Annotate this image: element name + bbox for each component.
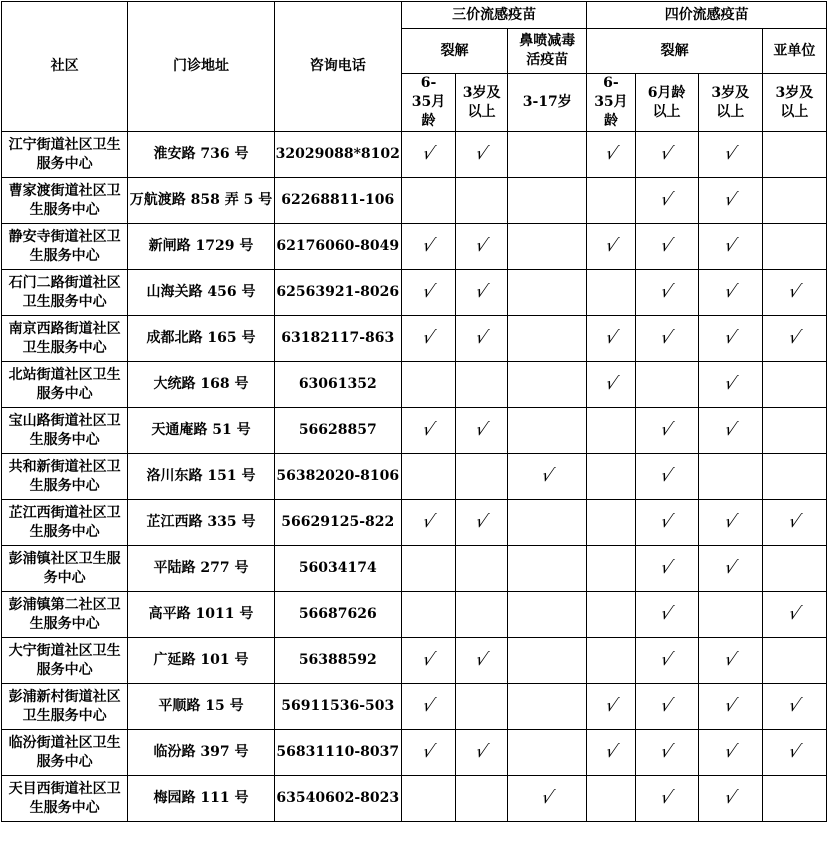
table-row	[2, 270, 827, 316]
table-row	[2, 500, 827, 546]
availability-cell	[635, 684, 698, 730]
availability-cell	[698, 684, 762, 730]
address-cell: 广延路 101 号	[128, 638, 274, 684]
availability-cell	[635, 132, 698, 178]
table-row	[2, 684, 827, 730]
check-mark-icon: √	[473, 649, 491, 670]
phone-cell: 56629125-822	[274, 500, 401, 546]
address-cell: 大统路 168 号	[128, 362, 274, 408]
availability-cell	[401, 546, 455, 592]
availability-cell	[587, 316, 635, 362]
check-mark-icon: √	[419, 235, 438, 256]
community-cell: 共和新街道社区卫生服务中心	[2, 454, 128, 500]
age-tri-3up	[456, 74, 508, 132]
availability-cell	[401, 362, 455, 408]
age-tri-6-35-text: 6-35月龄	[411, 75, 446, 129]
availability-cell	[698, 132, 762, 178]
check-mark-icon: √	[473, 281, 491, 302]
check-mark-icon: √	[721, 235, 740, 256]
age-sub-3up	[762, 74, 826, 132]
availability-cell	[508, 362, 587, 408]
header-phone: 咨询电话	[274, 2, 401, 132]
community-cell: 大宁街道社区卫生服务中心	[2, 638, 128, 684]
community-cell: 彭浦镇第二社区卫生服务中心	[2, 592, 128, 638]
availability-cell	[635, 730, 698, 776]
availability-cell	[698, 776, 762, 822]
availability-cell	[401, 776, 455, 822]
availability-cell	[401, 270, 455, 316]
header-address: 门诊地址	[128, 2, 274, 132]
community-cell: 临汾街道社区卫生服务中心	[2, 730, 128, 776]
check-mark-icon: √	[721, 143, 740, 164]
check-mark-icon: √	[602, 373, 620, 394]
table-row	[2, 638, 827, 684]
check-mark-icon: √	[658, 695, 676, 716]
header-split-quadrivalent: 裂解	[587, 29, 762, 74]
check-mark-icon: √	[602, 741, 620, 762]
availability-cell	[762, 500, 826, 546]
availability-cell	[401, 684, 455, 730]
address-cell: 平顺路 15 号	[128, 684, 274, 730]
availability-cell	[508, 592, 587, 638]
community-cell: 彭浦镇社区卫生服务中心	[2, 546, 128, 592]
check-mark-icon: √	[658, 741, 676, 762]
availability-cell	[762, 638, 826, 684]
check-mark-icon: √	[785, 281, 804, 302]
availability-cell	[762, 592, 826, 638]
age-nasal-3-17: 3-17岁	[508, 74, 587, 132]
availability-cell	[762, 776, 826, 822]
age-sub-3up-text: 3岁及以上	[775, 84, 814, 120]
availability-cell	[635, 224, 698, 270]
availability-cell	[762, 224, 826, 270]
availability-cell	[698, 638, 762, 684]
phone-cell: 56911536-503	[274, 684, 401, 730]
availability-cell	[456, 546, 508, 592]
availability-cell	[698, 178, 762, 224]
community-cell: 北站街道社区卫生服务中心	[2, 362, 128, 408]
availability-cell	[456, 730, 508, 776]
check-mark-icon: √	[538, 787, 557, 808]
table-row	[2, 730, 827, 776]
check-mark-icon: √	[419, 143, 438, 164]
check-mark-icon: √	[419, 327, 438, 348]
check-mark-icon: √	[473, 511, 491, 532]
check-mark-icon: √	[658, 235, 676, 256]
check-mark-icon: √	[721, 327, 740, 348]
community-cell: 南京西路街道社区卫生服务中心	[2, 316, 128, 362]
availability-cell	[635, 454, 698, 500]
phone-cell: 62176060-8049	[274, 224, 401, 270]
phone-cell: 56382020-8106	[274, 454, 401, 500]
availability-cell	[401, 132, 455, 178]
age-tri-3up-text: 3岁及以上	[462, 84, 501, 120]
community-cell: 宝山路街道社区卫生服务中心	[2, 408, 128, 454]
table-row	[2, 178, 827, 224]
check-mark-icon: √	[658, 511, 676, 532]
availability-cell	[698, 316, 762, 362]
check-mark-icon: √	[721, 695, 740, 716]
age-quad-6-35-text: 6-35月龄	[594, 75, 628, 129]
availability-cell	[762, 730, 826, 776]
community-cell: 芷江西街道社区卫生服务中心	[2, 500, 128, 546]
availability-cell	[401, 638, 455, 684]
availability-cell	[508, 454, 587, 500]
phone-cell: 62268811-106	[274, 178, 401, 224]
availability-cell	[456, 684, 508, 730]
check-mark-icon: √	[602, 695, 620, 716]
community-cell: 江宁街道社区卫生服务中心	[2, 132, 128, 178]
age-quad-3up-text: 3岁及以上	[711, 84, 750, 120]
table-row	[2, 316, 827, 362]
check-mark-icon: √	[721, 787, 740, 808]
availability-cell	[762, 684, 826, 730]
check-mark-icon: √	[658, 603, 676, 624]
header-nasal-live-text: 鼻喷减毒活疫苗	[519, 33, 576, 68]
table-row	[2, 546, 827, 592]
availability-cell	[635, 546, 698, 592]
table-row	[2, 408, 827, 454]
check-mark-icon: √	[721, 649, 740, 670]
check-mark-icon: √	[721, 511, 740, 532]
availability-cell	[587, 224, 635, 270]
address-cell: 临汾路 397 号	[128, 730, 274, 776]
address-cell: 洛川东路 151 号	[128, 454, 274, 500]
address-cell: 淮安路 736 号	[128, 132, 274, 178]
availability-cell	[587, 638, 635, 684]
check-mark-icon: √	[721, 419, 740, 440]
check-mark-icon: √	[721, 281, 740, 302]
availability-cell	[456, 638, 508, 684]
availability-cell	[762, 454, 826, 500]
check-mark-icon: √	[419, 511, 438, 532]
vaccine-clinic-table	[1, 1, 827, 822]
check-mark-icon: √	[785, 603, 804, 624]
availability-cell	[587, 500, 635, 546]
availability-cell	[635, 362, 698, 408]
availability-cell	[456, 454, 508, 500]
availability-cell	[698, 546, 762, 592]
availability-cell	[508, 730, 587, 776]
availability-cell	[762, 408, 826, 454]
availability-cell	[762, 362, 826, 408]
availability-cell	[587, 270, 635, 316]
availability-cell	[698, 362, 762, 408]
table-row	[2, 132, 827, 178]
availability-cell	[401, 592, 455, 638]
phone-cell: 63061352	[274, 362, 401, 408]
check-mark-icon: √	[419, 419, 438, 440]
phone-cell: 63182117-863	[274, 316, 401, 362]
availability-cell	[635, 178, 698, 224]
age-tri-6-35	[401, 74, 455, 132]
check-mark-icon: √	[658, 189, 676, 210]
check-mark-icon: √	[658, 465, 676, 486]
community-cell: 天目西街道社区卫生服务中心	[2, 776, 128, 822]
check-mark-icon: √	[721, 557, 740, 578]
check-mark-icon: √	[658, 327, 676, 348]
check-mark-icon: √	[473, 741, 491, 762]
availability-cell	[635, 638, 698, 684]
table-row	[2, 362, 827, 408]
phone-cell: 56034174	[274, 546, 401, 592]
address-cell: 高平路 1011 号	[128, 592, 274, 638]
availability-cell	[587, 684, 635, 730]
check-mark-icon: √	[602, 327, 620, 348]
availability-cell	[762, 316, 826, 362]
check-mark-icon: √	[785, 511, 804, 532]
address-cell: 山海关路 456 号	[128, 270, 274, 316]
check-mark-icon: √	[419, 741, 438, 762]
availability-cell	[456, 592, 508, 638]
availability-cell	[698, 270, 762, 316]
availability-cell	[698, 224, 762, 270]
availability-cell	[456, 362, 508, 408]
check-mark-icon: √	[602, 235, 620, 256]
availability-cell	[508, 500, 587, 546]
availability-cell	[401, 454, 455, 500]
availability-cell	[456, 776, 508, 822]
age-quad-6m-text: 6月龄以上	[647, 84, 686, 120]
table-body	[2, 132, 827, 822]
availability-cell	[508, 776, 587, 822]
availability-cell	[401, 178, 455, 224]
availability-cell	[456, 408, 508, 454]
check-mark-icon: √	[473, 143, 491, 164]
availability-cell	[587, 730, 635, 776]
availability-cell	[508, 270, 587, 316]
phone-cell: 32029088*8102	[274, 132, 401, 178]
table-row	[2, 776, 827, 822]
availability-cell	[587, 408, 635, 454]
availability-cell	[587, 546, 635, 592]
availability-cell	[456, 316, 508, 362]
table-row	[2, 592, 827, 638]
availability-cell	[401, 730, 455, 776]
check-mark-icon: √	[785, 695, 804, 716]
check-mark-icon: √	[658, 419, 676, 440]
availability-cell	[698, 730, 762, 776]
availability-cell	[508, 408, 587, 454]
community-cell: 静安寺街道社区卫生服务中心	[2, 224, 128, 270]
address-cell: 天通庵路 51 号	[128, 408, 274, 454]
check-mark-icon: √	[658, 557, 676, 578]
availability-cell	[508, 178, 587, 224]
availability-cell	[698, 500, 762, 546]
availability-cell	[587, 454, 635, 500]
availability-cell	[456, 132, 508, 178]
check-mark-icon: √	[658, 787, 676, 808]
check-mark-icon: √	[721, 741, 740, 762]
availability-cell	[456, 500, 508, 546]
header-community: 社区	[2, 2, 128, 132]
header-nasal-live	[508, 29, 587, 74]
availability-cell	[635, 408, 698, 454]
availability-cell	[762, 132, 826, 178]
availability-cell	[508, 132, 587, 178]
check-mark-icon: √	[538, 465, 557, 486]
header-quadrivalent: 四价流感疫苗	[587, 2, 827, 29]
availability-cell	[508, 316, 587, 362]
community-cell: 彭浦新村街道社区卫生服务中心	[2, 684, 128, 730]
availability-cell	[635, 592, 698, 638]
phone-cell: 56628857	[274, 408, 401, 454]
phone-cell: 56831110-8037	[274, 730, 401, 776]
phone-cell: 62563921-8026	[274, 270, 401, 316]
table-row	[2, 224, 827, 270]
availability-cell	[635, 776, 698, 822]
availability-cell	[698, 454, 762, 500]
availability-cell	[587, 178, 635, 224]
availability-cell	[762, 178, 826, 224]
availability-cell	[587, 592, 635, 638]
check-mark-icon: √	[419, 649, 438, 670]
availability-cell	[456, 224, 508, 270]
table-row	[2, 454, 827, 500]
address-cell: 梅园路 111 号	[128, 776, 274, 822]
address-cell: 芷江西路 335 号	[128, 500, 274, 546]
age-quad-6-35	[587, 74, 635, 132]
check-mark-icon: √	[473, 327, 491, 348]
address-cell: 成都北路 165 号	[128, 316, 274, 362]
check-mark-icon: √	[473, 235, 491, 256]
check-mark-icon: √	[785, 327, 804, 348]
availability-cell	[401, 500, 455, 546]
availability-cell	[587, 362, 635, 408]
age-quad-3up	[698, 74, 762, 132]
check-mark-icon: √	[658, 143, 676, 164]
phone-cell: 56687626	[274, 592, 401, 638]
check-mark-icon: √	[658, 649, 676, 670]
availability-cell	[698, 408, 762, 454]
address-cell: 万航渡路 858 弄 5 号	[128, 178, 274, 224]
phone-cell: 63540602-8023	[274, 776, 401, 822]
address-cell: 平陆路 277 号	[128, 546, 274, 592]
address-cell: 新闸路 1729 号	[128, 224, 274, 270]
availability-cell	[401, 408, 455, 454]
header-subunit: 亚单位	[762, 29, 826, 74]
availability-cell	[456, 178, 508, 224]
check-mark-icon: √	[785, 741, 804, 762]
availability-cell	[401, 316, 455, 362]
availability-cell	[401, 224, 455, 270]
check-mark-icon: √	[473, 419, 491, 440]
availability-cell	[698, 592, 762, 638]
phone-cell: 56388592	[274, 638, 401, 684]
check-mark-icon: √	[721, 189, 740, 210]
community-cell: 石门二路街道社区卫生服务中心	[2, 270, 128, 316]
availability-cell	[587, 776, 635, 822]
availability-cell	[508, 546, 587, 592]
availability-cell	[762, 546, 826, 592]
check-mark-icon: √	[658, 281, 676, 302]
availability-cell	[456, 270, 508, 316]
header-trivalent: 三价流感疫苗	[401, 2, 586, 29]
availability-cell	[635, 316, 698, 362]
availability-cell	[762, 270, 826, 316]
availability-cell	[508, 224, 587, 270]
availability-cell	[635, 270, 698, 316]
check-mark-icon: √	[419, 281, 438, 302]
check-mark-icon: √	[419, 695, 438, 716]
header-split-trivalent: 裂解	[401, 29, 507, 74]
availability-cell	[635, 500, 698, 546]
check-mark-icon: √	[721, 373, 740, 394]
age-quad-6m	[635, 74, 698, 132]
availability-cell	[508, 684, 587, 730]
availability-cell	[508, 638, 587, 684]
community-cell: 曹家渡街道社区卫生服务中心	[2, 178, 128, 224]
check-mark-icon: √	[602, 143, 620, 164]
availability-cell	[587, 132, 635, 178]
